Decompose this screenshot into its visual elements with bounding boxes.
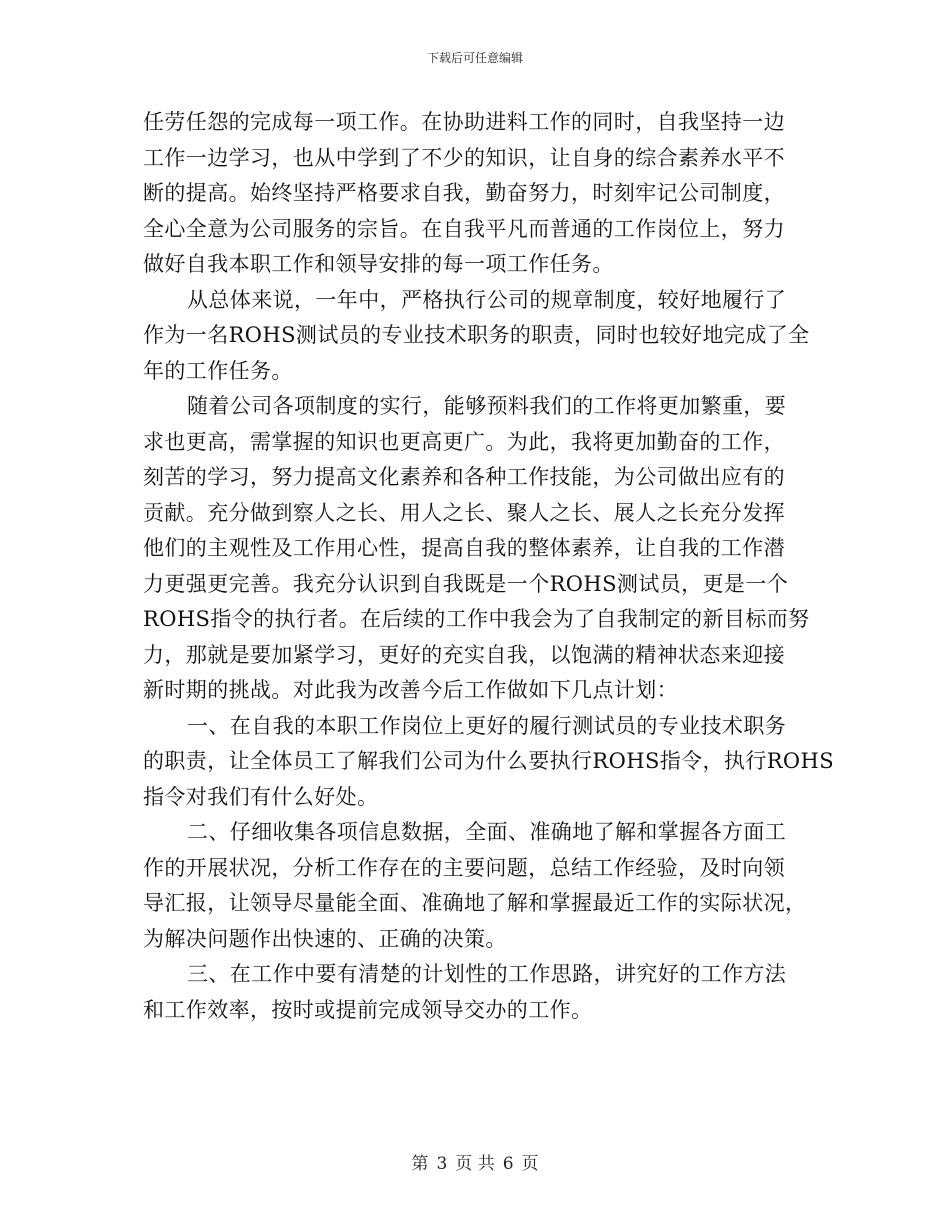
text-line: 作为一名ROHS测试员的专业技术职务的职责，同时也较好地完成了全 (143, 323, 810, 347)
text-line: 随着公司各项制度的实行，能够预料我们的工作将更加繁重，要 (187, 394, 787, 418)
page-header: 下载后可任意编辑 (426, 51, 523, 65)
paragraph-5 (143, 815, 811, 957)
current-page-number: 3 (436, 1154, 448, 1174)
document-body (143, 105, 835, 1028)
text-line: 二、仔细收集各项信息数据，全面、准确地了解和掌握各方面工 (187, 820, 787, 844)
text-line: 新时期的挑战。对此我为改善今后工作做如下几点计划： (143, 678, 678, 702)
paragraph-3 (143, 389, 811, 709)
text-line: 他们的主观性及工作用心性，提高自我的整体素养，让自我的工作潜 (143, 536, 785, 560)
paragraph-4 (143, 709, 835, 816)
footer-prefix: 第 (411, 1154, 429, 1174)
text-line: 刻苦的学习，努力提高文化素养和各种工作技能，为公司做出应有的 (143, 465, 785, 489)
text-line: 工作一边学习，也从中学到了不少的知识，让自身的综合素养水平不 (143, 145, 785, 170)
paragraph-2 (143, 283, 811, 390)
text-line: 力更强更完善。我充分认识到自我既是一个ROHS测试员，更是一个 (143, 571, 789, 596)
text-line: 任劳任怨的完成每一项工作。在协助进料工作的同时，自我坚持一边 (143, 110, 785, 134)
text-line: ROHS指令的执行者。在后续的工作中我会为了自我制定的新目标而努 (143, 607, 810, 631)
page-footer (0, 1153, 950, 1175)
text-line: 的职责，让全体员工了解我们公司为什么要执行ROHS指令，执行ROHS (143, 749, 835, 773)
text-line: 从总体来说，一年中，严格执行公司的规章制度，较好地履行了 (187, 287, 787, 312)
text-line: 做好自我本职工作和领导安排的每一项工作任务。 (143, 252, 614, 276)
footer-suffix: 页 (521, 1154, 539, 1174)
paragraph-6 (143, 957, 811, 1028)
text-line: 力，那就是要加紧学习，更好的充实自我，以饱满的精神状态来迎接 (143, 642, 785, 667)
text-line: 指令对我们有什么好处。 (143, 784, 379, 809)
text-line: 和工作效率，按时或提前完成领导交办的工作。 (143, 997, 593, 1022)
text-line: 断的提高。始终坚持严格要求自我，勤奋努力，时刻牢记公司制度， (143, 181, 785, 205)
total-pages-number: 6 (502, 1154, 514, 1174)
text-line: 全心全意为公司服务的宗旨。在自我平凡而普通的工作岗位上，努力 (143, 216, 785, 241)
footer-middle: 页 共 (455, 1154, 495, 1174)
text-line: 求也更高，需掌握的知识也更高更广。为此，我将更加勤奋的工作， (143, 429, 785, 454)
text-line: 为解决问题作出快速的、正确的决策。 (143, 926, 507, 951)
text-line: 作的开展状况，分析工作存在的主要问题，总结工作经验，及时向领 (143, 855, 785, 880)
text-line: 一、在自我的本职工作岗位上更好的履行测试员的专业技术职务 (187, 713, 787, 738)
text-line: 贡献。充分做到察人之长、用人之长、聚人之长、展人之长充分发挥 (143, 500, 785, 525)
text-line: 三、在工作中要有清楚的计划性的工作思路，讲究好的工作方法 (187, 962, 787, 986)
text-line: 年的工作任务。 (143, 358, 293, 383)
text-line: 导汇报，让领导尽量能全面、准确地了解和掌握最近工作的实际状况， (143, 891, 807, 915)
paragraph-1 (143, 105, 811, 283)
